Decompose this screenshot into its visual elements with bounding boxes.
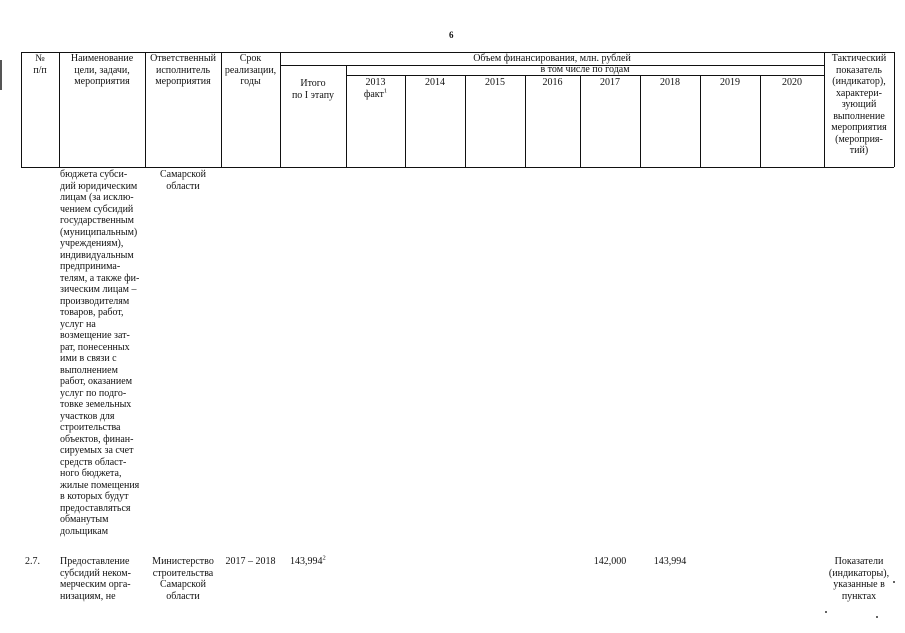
header-total: Итого по I этапу [291, 78, 335, 101]
header-indicator: Тактический показатель (индикатор), характери- зующий выполнение мероприятия (мероприя- тий) [831, 53, 887, 156]
page-number: 6 [449, 30, 454, 40]
header-by-years: в том числе по годам [540, 64, 630, 75]
header-2019: 2019 [720, 77, 740, 88]
row-27-executor: Министерство строительства Самарской области [152, 556, 214, 602]
row-27-total: 143,994$^2$ [290, 554, 326, 567]
header-2018: 2018 [660, 77, 680, 88]
header-2014: 2014 [425, 77, 445, 88]
row-27-num: 2.7. [25, 556, 40, 567]
header-2017: 2017 [600, 77, 620, 88]
header-2016: 2016 [542, 77, 563, 88]
row-27-value-2017: 142,000 [593, 556, 627, 567]
scan-speck [876, 616, 878, 618]
header-name: Наименование цели, задачи, мероприятия [70, 53, 134, 87]
row-27-period: 2017 – 2018 [225, 556, 276, 567]
header-executor: Ответственный исполнитель мероприятия [150, 53, 216, 87]
row-27-indicator: Показатели (индикаторы), указанные в пунктах [828, 556, 890, 602]
header-2015: 2015 [485, 77, 505, 88]
header-2020: 2020 [782, 77, 802, 88]
binding-mark [0, 60, 2, 90]
row-27-value-2018: 143,994 [653, 556, 687, 567]
row-27-name: Предоставление субсидий неком- мерческим орга- низациям, не [60, 556, 131, 602]
scan-speck [825, 611, 827, 613]
header-2013: 2013 факт$^1$ [363, 77, 388, 100]
header-num: № п/п [33, 53, 47, 76]
row-continuation-executor: Самарской области [160, 169, 206, 192]
scan-speck [893, 581, 895, 583]
header-funding: Объем финансирования, млн. рублей [473, 53, 631, 64]
header-period: Срок реализации, годы [224, 53, 277, 87]
row-continuation-name: бюджета субси- дий юридическим лицам (за исклю- чением субсидий государственным (муниципальным) учреждениям), индивидуальным предпринима- телям, а также фи- зическим лицам – производителям товаров, работ, услуг на возмещение зат- рат, понесенных ими в связи с выполнением работ, оказанием услуг по подго- товке земельных участков для строительства объектов, финан- сируемых за счет средств област- ного бюджета, жилые помещения в которых будут предоставляться обманутым дольщикам [60, 169, 140, 537]
